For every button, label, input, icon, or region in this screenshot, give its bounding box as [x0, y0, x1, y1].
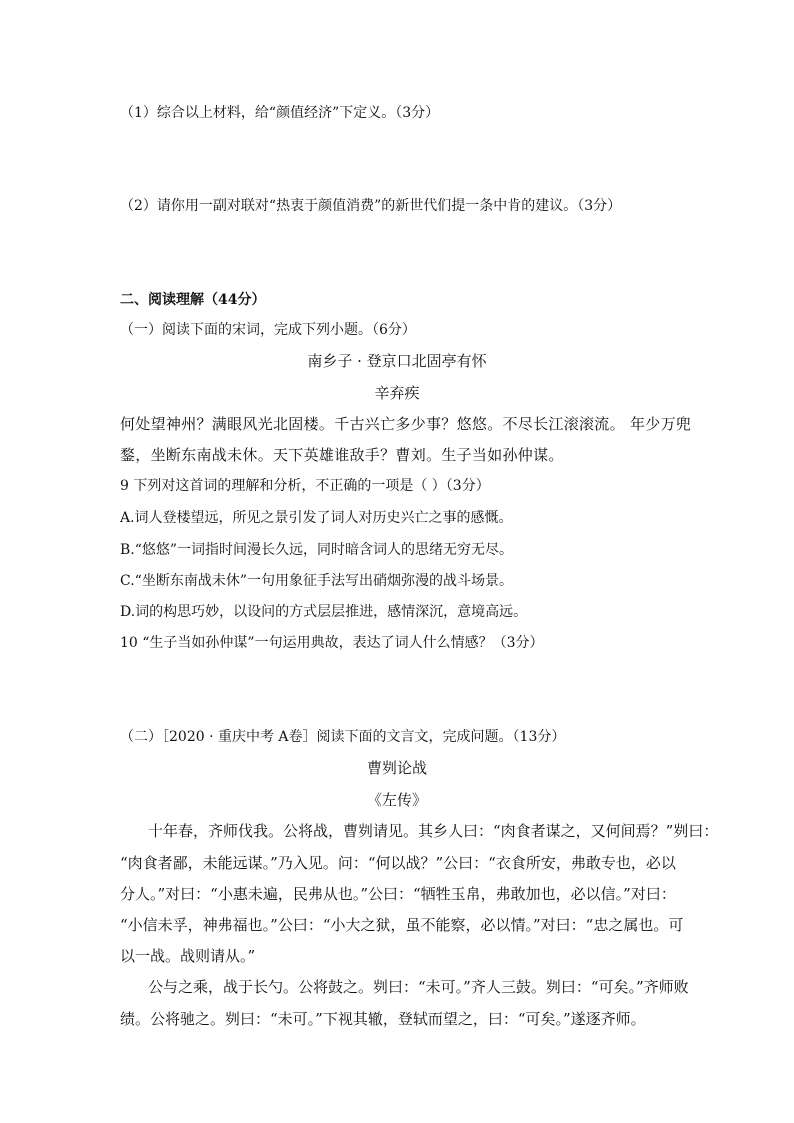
prose-p1-line-3: 分人。”对曰：“小惠未遍，民弗从也。”公曰：“牺牲玉帛，弗敢加也，必以信。”对曰：	[120, 885, 676, 903]
question-9: 9 下列对这首词的理解和分析，不正确的一项是（ ）（3分）	[120, 478, 490, 494]
option-a: A.词人登楼望远，所见之景引发了词人对历史兴亡之事的感慨。	[120, 510, 513, 526]
prose-p1-line-5: 以一战。战则请从。”	[120, 947, 256, 965]
prose-p2-line-2: 绩。公将驰之。刿曰：“未可。”下视其辙，登轼而望之，曰：“可矣。”遂逐齐师。	[120, 1010, 646, 1028]
prose-p1-line-1: 十年春，齐师伐我。公将战，曹刿请见。其乡人曰：“肉食者谋之，又何间焉？”刿曰：	[148, 822, 719, 840]
option-b: B.“悠悠”一词指时间漫长久远，同时暗含词人的思绪无穷无尽。	[120, 542, 514, 558]
poem-title: 南乡子 · 登京口北固亭有怀	[307, 352, 487, 370]
option-c: C.“坐断东南战未休”一句用象征手法写出硝烟弥漫的战斗场景。	[120, 573, 513, 589]
question-10: 10 “生子当如孙仲谋”一句运用典故，表达了词人什么情感？（3分）	[120, 635, 544, 651]
prose-p2-line-1: 公与之乘，战于长勺。公将鼓之。刿曰：“未可。”齐人三鼓。刿曰：“可矣。”齐师败	[148, 978, 689, 996]
poem-body-line-2: 鍪，坐断东南战未休。天下英雄谁敌手？曹刘。生子当如孙仲谋。	[120, 446, 564, 464]
prose-p1-line-4: “小信未孚，神弗福也。”公曰：“小大之狱，虽不能察，必以情。”对曰：“忠之属也。可	[120, 916, 684, 934]
poem-body-line-1: 何处望神州？满眼风光北固楼。千古兴亡多少事？悠悠。不尽长江滚滚流。 年少万兜	[120, 415, 692, 433]
prose-source: 《左传》	[366, 791, 427, 809]
question-2: （2）请你用一副对联对“热衷于颜值消费”的新世代们提一条中肯的建议。（3分）	[120, 198, 622, 214]
section-heading: 二、阅读理解（44分）	[120, 292, 266, 308]
part1-intro: （一）阅读下面的宋词，完成下列小题。（6分）	[120, 322, 416, 338]
prose-title: 曹刿论战	[366, 759, 427, 777]
prose-p1-line-2: “肉食者鄙，未能远谋。”乃入见。问：“何以战？”公曰：“衣食所安，弗敢专也，必以	[120, 854, 676, 872]
poem-author: 辛弃疾	[374, 384, 420, 402]
question-1: （1）综合以上材料，给“颜值经济”下定义。（3分）	[120, 105, 440, 121]
option-d: D.词的构思巧妙，以设问的方式层层推进，感情深沉，意境高远。	[120, 604, 528, 620]
part2-intro: （二）［2020 · 重庆中考 A卷］阅读下面的文言文，完成问题。（13分）	[120, 729, 566, 745]
